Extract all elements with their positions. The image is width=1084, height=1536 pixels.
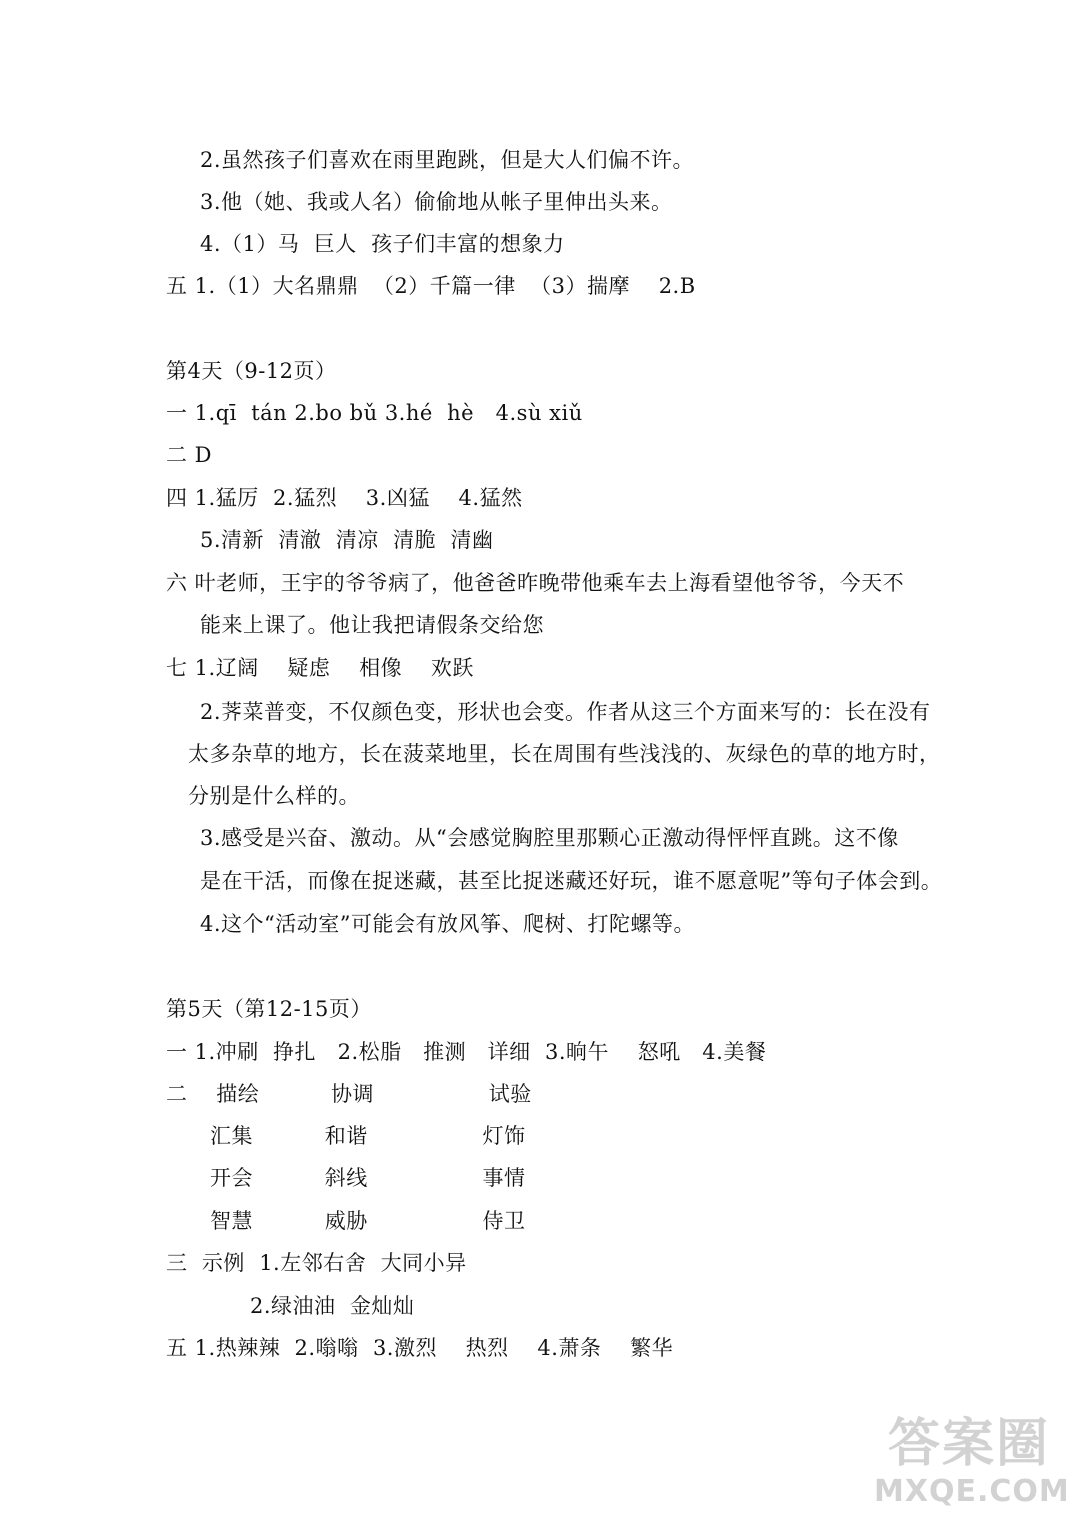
text-line: 二 描绘 协调 试验 bbox=[166, 1082, 532, 1106]
text-line: 三 示例 1.左邻右舍 大同小异 bbox=[166, 1251, 467, 1275]
text-line: 3.他（她、我或人名）偷偷地从帐子里伸出头来。 bbox=[200, 190, 673, 214]
text-line: 3.感受是兴奋、激动。从“会感觉胸腔里那颗心正激动得怦怦直跳。这不像 bbox=[200, 826, 899, 850]
text-line: 4.（1）马 巨人 孩子们丰富的想象力 bbox=[200, 232, 565, 256]
text-line: 二 D bbox=[166, 443, 213, 467]
text-line: 2.荠菜普变，不仅颜色变，形状也会变。作者从这三个方面来写的：长在没有 bbox=[200, 700, 931, 724]
text-line: 六 叶老师，王宇的爷爷病了，他爸爸昨晚带他乘车去上海看望他爷爷，今天不 bbox=[166, 571, 905, 595]
watermark-text: 答案圈 bbox=[887, 1414, 1050, 1474]
text-line: 2.虽然孩子们喜欢在雨里跑跳，但是大人们偏不许。 bbox=[200, 148, 695, 172]
text-line: 分别是什么样的。 bbox=[188, 784, 360, 808]
text-line: 七 1.辽阔 疑虑 相像 欢跃 bbox=[166, 656, 474, 680]
text-line: 一 1.冲刷 挣扎 2.松脂 推测 详细 3.晌午 怒吼 4.美餐 bbox=[166, 1040, 767, 1064]
text-line: 2.绿油油 金灿灿 bbox=[250, 1294, 415, 1318]
text-line: 开会 斜线 事情 bbox=[210, 1166, 526, 1190]
text-line: 四 1.猛厉 2.猛烈 3.凶猛 4.猛然 bbox=[166, 486, 523, 510]
text-line: 是在干活，而像在捉迷藏，甚至比捉迷藏还好玩，谁不愿意呢”等句子体会到。 bbox=[200, 869, 943, 893]
watermark-logo bbox=[874, 1414, 1070, 1524]
text-line: 五 1.热辣辣 2.嗡嗡 3.激烈 热烈 4.萧条 繁华 bbox=[166, 1336, 674, 1360]
text-line: 5.清新 清澈 清凉 清脆 清幽 bbox=[200, 528, 494, 552]
text-line: 智慧 威胁 侍卫 bbox=[210, 1209, 526, 1233]
watermark-url: MXQE.COM bbox=[874, 1474, 1070, 1509]
text-line: 五 1.（1）大名鼎鼎 （2）千篇一律 （3）揣摩 2.B bbox=[166, 274, 696, 298]
text-line: 能来上课了。他让我把请假条交给您 bbox=[200, 613, 544, 637]
text-line: 太多杂草的地方，长在菠菜地里，长在周围有些浅浅的、灰绿色的草的地方时， bbox=[188, 742, 941, 766]
section-heading: 第4天（9-12页） bbox=[166, 359, 337, 383]
text-line: 4.这个“活动室”可能会有放风筝、爬树、打陀螺等。 bbox=[200, 912, 696, 936]
section-heading: 第5天（第12-15页） bbox=[166, 997, 372, 1021]
text-line: 汇集 和谐 灯饰 bbox=[210, 1124, 526, 1148]
text-line: 一 1.qī tán 2.bo bǔ 3.hé hè 4.sù xiǔ bbox=[166, 401, 583, 425]
